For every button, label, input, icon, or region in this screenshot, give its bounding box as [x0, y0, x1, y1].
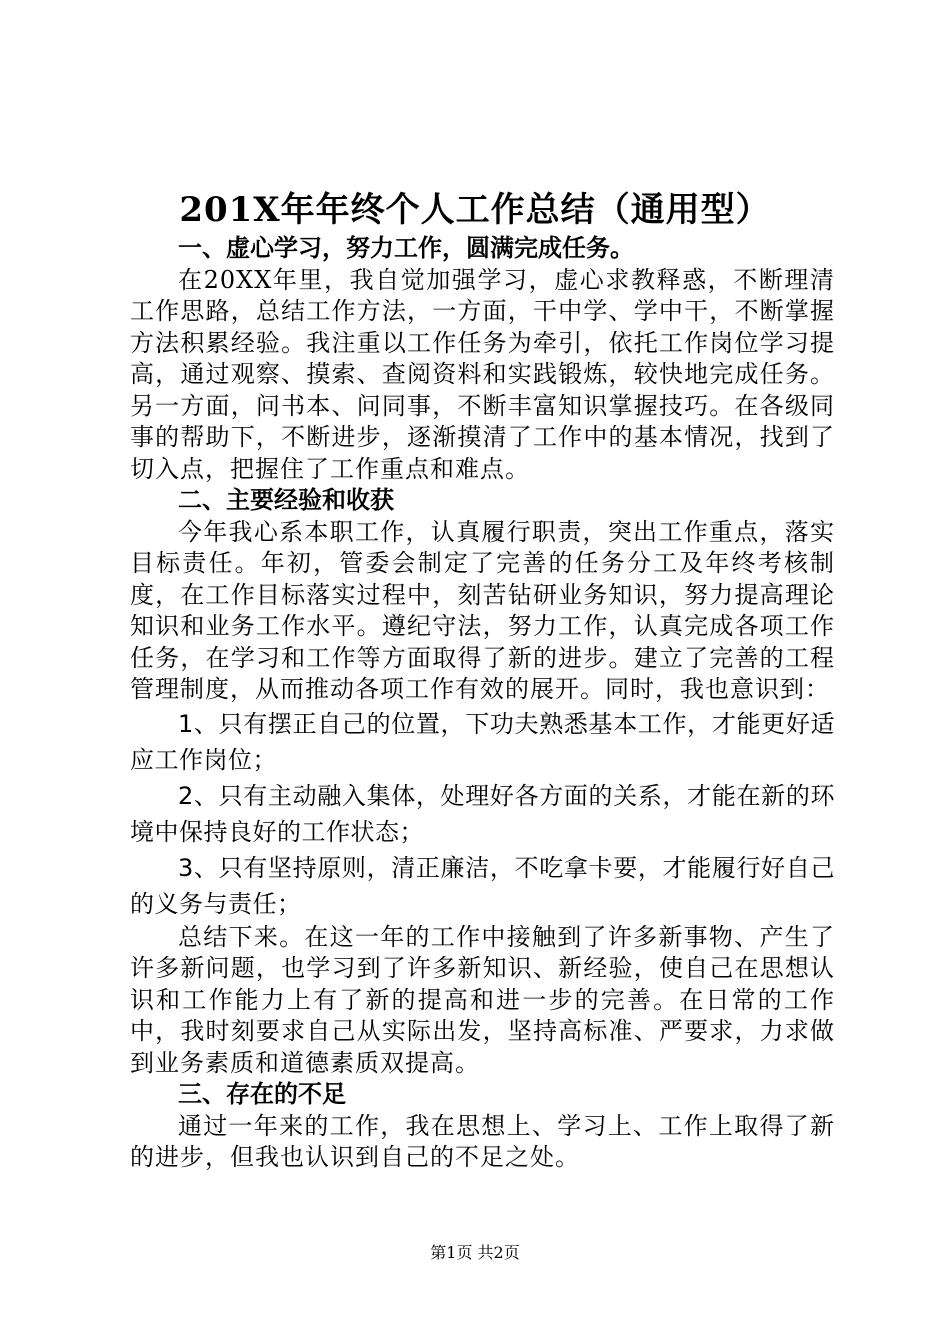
paragraph-2: 今年我心系本职工作，认真履行职责，突出工作重点，落实目标责任。年初，管委会制定了完善的任务分工及年终考核制度，在工作目标落实过程中，刻苦钻研业务知识，努力提高理论知识和业务工作水平。遵纪守法，努力工作，认真完成各项工作任务，在学习和工作等方面取得了新的进步。建立了完善的工程管理制度，从而推动各项工作有效的展开。同时，我也意识到：: [130, 517, 835, 703]
section-heading-3: 三、存在的不足: [178, 1080, 346, 1108]
page-title: 201X年年终个人工作总结（通用型）: [179, 190, 771, 230]
point-1: 1、只有摆正自己的位置，下功夫熟悉基本工作，才能更好适应工作岗位；: [130, 709, 835, 774]
paragraph-3: 总结下来。在这一年的工作中接触到了许多新事物、产生了许多新问题，也学习到了许多新知识、新经验，使自己在思想认识和工作能力上有了新的提高和进一步的完善。在日常的工作中，我时刻要求自己从实际出发，坚持高标准、严要求，力求做到业务素质和道德素质双提高。: [130, 922, 835, 1077]
section-heading-1: 一、虚心学习，努力工作，圆满完成任务。: [178, 234, 634, 262]
section-heading-2: 二、主要经验和收获: [178, 486, 394, 514]
paragraph-4: 通过一年来的工作，我在思想上、学习上、工作上取得了新的进步，但我也认识到自己的不足之处。: [130, 1111, 835, 1171]
point-3: 3、只有坚持原则，清正廉洁，不吃拿卡要，才能履行好自己的义务与责任；: [130, 853, 835, 918]
point-2: 2、只有主动融入集体，处理好各方面的关系，才能在新的环境中保持良好的工作状态；: [130, 781, 835, 846]
paragraph-1: 在20XX年里，我自觉加强学习，虚心求教释惑，不断理清工作思路，总结工作方法，一方面，干中学、学中干，不断掌握方法积累经验。我注重以工作任务为牵引，依托工作岗位学习提高，通过观察、摸索、查阅资料和实践锻炼，较快地完成任务。另一方面，问书本、问同事，不断丰富知识掌握技巧。在各级同事的帮助下，不断进步，逐渐摸清了工作中的基本情况，找到了切入点，把握住了工作重点和难点。: [130, 265, 835, 483]
page-footer: 第1页 共2页: [430, 1243, 520, 1262]
document-body: [130, 233, 835, 1174]
